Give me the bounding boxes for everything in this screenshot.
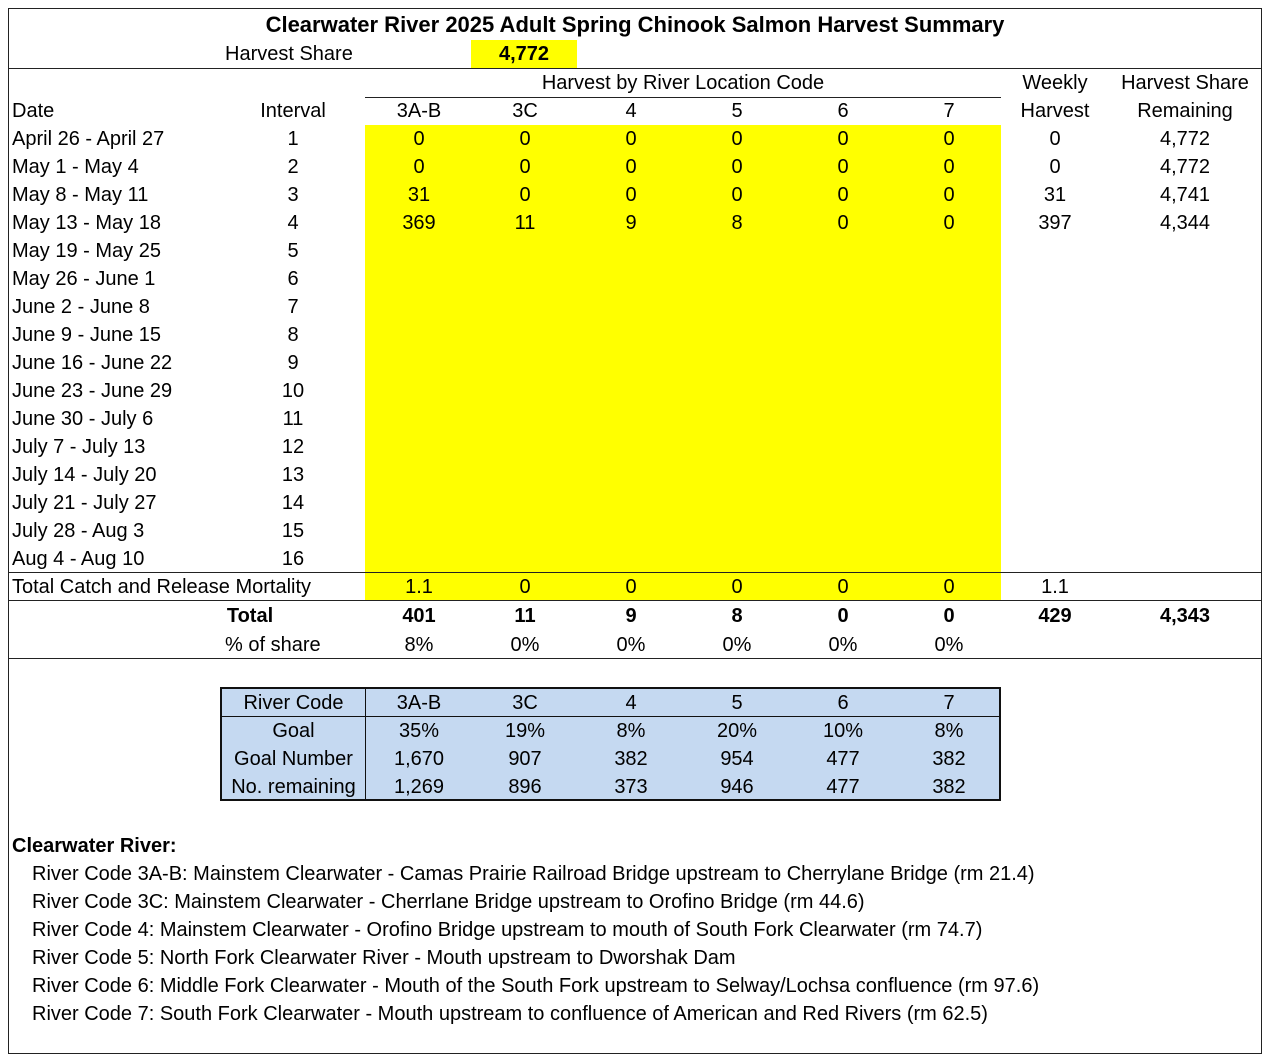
goal-cell: 7 xyxy=(943,692,955,714)
row-interval: 4 xyxy=(287,212,299,234)
harvest-cell: 0 xyxy=(625,156,637,178)
row-interval: 2 xyxy=(287,156,299,178)
share-remaining-cell: 4,741 xyxy=(1159,184,1211,206)
harvest-cell: 0 xyxy=(837,156,849,178)
row-date: July 14 - July 20 xyxy=(12,464,157,486)
harvest-cell: 0 xyxy=(519,128,531,150)
goal-cell: 382 xyxy=(932,748,966,770)
row-date: Aug 4 - Aug 10 xyxy=(12,548,145,570)
mortality-label: Total Catch and Release Mortality xyxy=(12,576,312,598)
harvest-cell: 0 xyxy=(837,128,849,150)
summary-bottom-rule xyxy=(8,658,1262,659)
goal-row-label: No. remaining xyxy=(231,776,356,798)
goal-cell: 10% xyxy=(822,720,864,742)
share-remaining-cell: 4,772 xyxy=(1159,128,1211,150)
mortality-cell: 0 xyxy=(519,576,531,598)
row-date: May 26 - June 1 xyxy=(12,268,156,290)
harvest-cell: 0 xyxy=(413,156,425,178)
mortality-cell: 1.1 xyxy=(405,576,433,598)
harvest-cell: 0 xyxy=(731,128,743,150)
pct-share-cell: 0% xyxy=(510,634,540,656)
location-code-header: 4 xyxy=(625,100,637,122)
goal-cell: 382 xyxy=(932,776,966,798)
total-cell: 0 xyxy=(837,605,849,627)
harvest-cell: 0 xyxy=(943,128,955,150)
harvest-cell: 369 xyxy=(402,212,436,234)
harvest-cell: 0 xyxy=(943,184,955,206)
remaining-header-bottom: Remaining xyxy=(1137,100,1233,122)
harvest-cell: 31 xyxy=(407,184,431,206)
row-date: June 30 - July 6 xyxy=(12,408,154,430)
row-interval: 9 xyxy=(287,352,299,374)
goal-row-label: Goal xyxy=(272,720,315,742)
harvest-cell: 11 xyxy=(514,212,536,234)
location-code-header: 6 xyxy=(837,100,849,122)
row-date: April 26 - April 27 xyxy=(12,128,165,150)
harvest-share-value: 4,772 xyxy=(498,43,550,65)
pct-share-cell: 0% xyxy=(616,634,646,656)
goal-cell: 477 xyxy=(826,776,860,798)
location-code-header: 5 xyxy=(731,100,743,122)
harvest-cell: 0 xyxy=(519,184,531,206)
row-interval: 14 xyxy=(281,492,305,514)
row-interval: 5 xyxy=(287,240,299,262)
row-interval: 1 xyxy=(287,128,299,150)
harvest-cell: 0 xyxy=(413,128,425,150)
goal-cell: 477 xyxy=(826,748,860,770)
goal-cell: 373 xyxy=(614,776,648,798)
total-remaining: 4,343 xyxy=(1159,605,1211,627)
pct-share-cell: 0% xyxy=(828,634,858,656)
total-cell: 11 xyxy=(514,605,536,627)
row-interval: 15 xyxy=(281,520,305,542)
row-date: June 16 - June 22 xyxy=(12,352,173,374)
mortality-cell: 0 xyxy=(731,576,743,598)
river-code-note: River Code 7: South Fork Clearwater - Mouth upstream to confluence of American and Red Rivers (rm 62.5) xyxy=(32,1003,988,1025)
sheet-title: Clearwater River 2025 Adult Spring Chinook Salmon Harvest Summary xyxy=(265,12,1005,37)
goal-cell: 382 xyxy=(614,748,648,770)
total-weekly: 429 xyxy=(1038,605,1072,627)
harvest-cell: 9 xyxy=(625,212,637,234)
total-cell: 0 xyxy=(943,605,955,627)
harvest-cell: 0 xyxy=(943,212,955,234)
row-interval: 7 xyxy=(287,296,299,318)
row-date: July 28 - Aug 3 xyxy=(12,520,145,542)
pct-share-label: % of share xyxy=(225,634,321,656)
river-code-note: River Code 3A-B: Mainstem Clearwater - Camas Prairie Railroad Bridge upstream to Cherrylane Bridge (rm 21.4) xyxy=(32,863,1035,885)
row-interval: 8 xyxy=(287,324,299,346)
weekly-harvest-cell: 0 xyxy=(1049,156,1061,178)
harvest-cell: 0 xyxy=(731,184,743,206)
total-label: Total xyxy=(226,605,274,627)
row-date: June 2 - June 8 xyxy=(12,296,150,318)
location-code-header: 3A-B xyxy=(396,100,442,122)
goal-cell: 19% xyxy=(504,720,546,742)
row-date: May 1 - May 4 xyxy=(12,156,139,178)
row-date: July 21 - July 27 xyxy=(12,492,157,514)
mortality-weekly: 1.1 xyxy=(1041,576,1069,598)
row-interval: 6 xyxy=(287,268,299,290)
mortality-cell: 0 xyxy=(943,576,955,598)
goal-cell: 8% xyxy=(616,720,646,742)
goal-cell: 907 xyxy=(508,748,542,770)
goal-cell: 6 xyxy=(837,692,849,714)
harvest-cell: 0 xyxy=(837,184,849,206)
share-remaining-cell: 4,772 xyxy=(1159,156,1211,178)
harvest-share-label: Harvest Share xyxy=(225,43,353,65)
harvest-cell: 0 xyxy=(837,212,849,234)
goal-cell: 3A-B xyxy=(396,692,442,714)
river-code-note: River Code 4: Mainstem Clearwater - Orofino Bridge upstream to mouth of South Fork Clearwater (rm 74.7) xyxy=(32,919,983,941)
row-date: July 7 - July 13 xyxy=(12,436,146,458)
row-interval: 16 xyxy=(281,548,305,570)
location-code-header: 7 xyxy=(943,100,955,122)
location-code-header: 3C xyxy=(512,100,538,122)
row-interval: 3 xyxy=(287,184,299,206)
row-interval: 12 xyxy=(281,436,305,458)
share-remaining-cell: 4,344 xyxy=(1159,212,1211,234)
row-interval: 13 xyxy=(281,464,305,486)
remaining-header-top: Harvest Share xyxy=(1121,72,1249,94)
goal-cell: 3C xyxy=(512,692,538,714)
weekly-header-top: Weekly xyxy=(1022,72,1088,94)
goal-cell: 946 xyxy=(720,776,754,798)
pct-share-cell: 0% xyxy=(722,634,752,656)
harvest-cell: 0 xyxy=(731,156,743,178)
interval-header: Interval xyxy=(260,100,326,122)
river-code-note: River Code 3C: Mainstem Clearwater - Cherrlane Bridge upstream to Orofino Bridge (rm 44.6) xyxy=(32,891,865,913)
harvest-cell: 0 xyxy=(625,184,637,206)
date-header: Date xyxy=(12,100,55,122)
harvest-cell: 0 xyxy=(519,156,531,178)
total-cell: 401 xyxy=(402,605,436,627)
goal-cell: 8% xyxy=(934,720,964,742)
river-code-note: River Code 5: North Fork Clearwater River - Mouth upstream to Dworshak Dam xyxy=(32,947,736,969)
row-interval: 11 xyxy=(282,408,304,430)
mortality-cell: 0 xyxy=(625,576,637,598)
weekly-harvest-cell: 0 xyxy=(1049,128,1061,150)
goal-cell: 1,670 xyxy=(393,748,445,770)
mortality-cell: 0 xyxy=(837,576,849,598)
goal-row-label: Goal Number xyxy=(234,748,353,770)
row-interval: 10 xyxy=(281,380,305,402)
weekly-harvest-cell: 31 xyxy=(1043,184,1067,206)
row-date: June 9 - June 15 xyxy=(12,324,161,346)
pct-share-cell: 0% xyxy=(934,634,964,656)
weekly-header-bottom: Harvest xyxy=(1020,100,1090,122)
notes-title: Clearwater River: xyxy=(12,835,177,857)
goal-cell: 1,269 xyxy=(393,776,445,798)
river-code-note: River Code 6: Middle Fork Clearwater - Mouth of the South Fork upstream to Selway/Lochsa confluence (rm 97.6) xyxy=(32,975,1040,997)
harvest-cell: 8 xyxy=(731,212,743,234)
pct-share-cell: 8% xyxy=(404,634,434,656)
goal-table-label-divider xyxy=(365,687,366,801)
harvest-cell: 0 xyxy=(943,156,955,178)
location-group-header: Harvest by River Location Code xyxy=(541,72,825,94)
goal-cell: 896 xyxy=(508,776,542,798)
harvest-cell: 0 xyxy=(625,128,637,150)
total-cell: 9 xyxy=(625,605,637,627)
row-date: June 23 - June 29 xyxy=(12,380,173,402)
goal-cell: 35% xyxy=(398,720,440,742)
row-date: May 19 - May 25 xyxy=(12,240,161,262)
goal-cell: 20% xyxy=(716,720,758,742)
total-cell: 8 xyxy=(731,605,743,627)
goal-row-label: River Code xyxy=(243,692,344,714)
weekly-harvest-cell: 397 xyxy=(1038,212,1072,234)
row-date: May 13 - May 18 xyxy=(12,212,161,234)
row-date: May 8 - May 11 xyxy=(12,184,149,206)
goal-cell: 954 xyxy=(720,748,754,770)
goal-cell: 4 xyxy=(625,692,637,714)
goal-cell: 5 xyxy=(731,692,743,714)
